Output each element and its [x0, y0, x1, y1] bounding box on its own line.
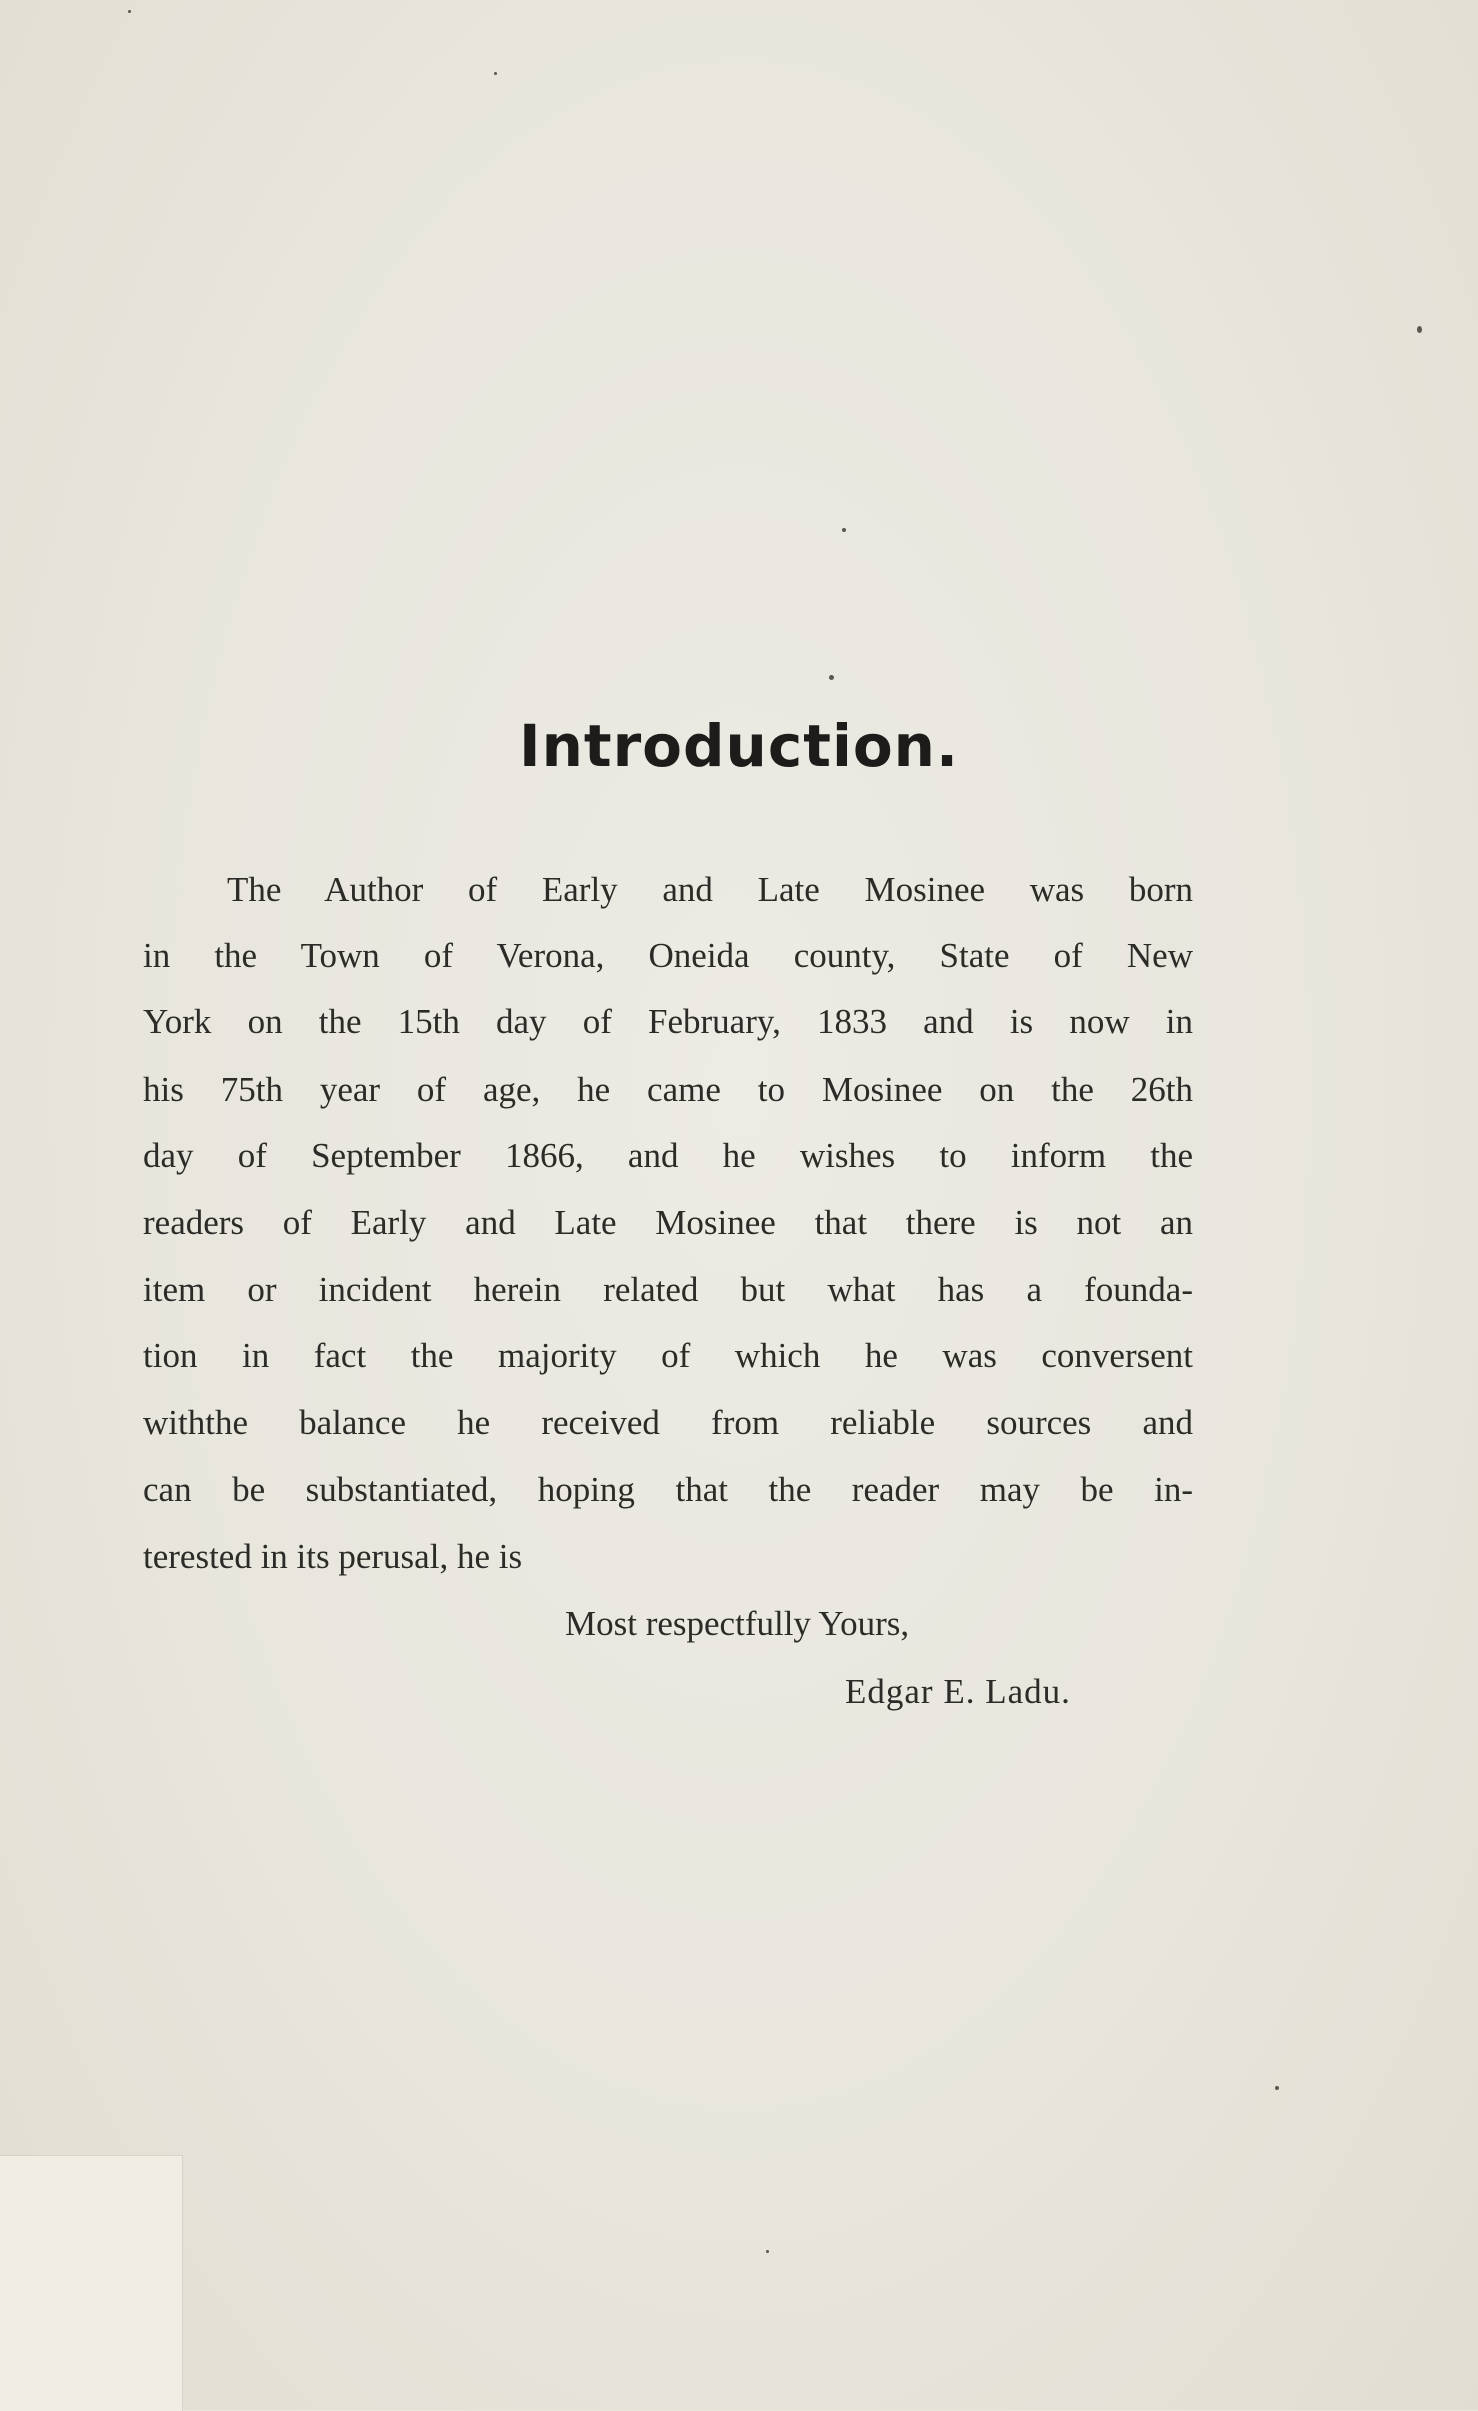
- paper-speck: [766, 2250, 769, 2253]
- body-line: day of September 1866, and he wishes to inform the: [143, 1136, 1193, 1175]
- paper-speck: [494, 72, 497, 75]
- paper-speck: [842, 528, 846, 532]
- body-line: readers of Early and Late Mosinee that there is not an: [143, 1203, 1193, 1242]
- author-signature: Edgar E. Ladu.: [845, 1672, 1071, 1711]
- page-title: Introduction.: [518, 712, 959, 780]
- body-line: York on the 15th day of February, 1833 and is now in: [143, 1002, 1193, 1041]
- closing-salutation: Most respectfully Yours,: [565, 1604, 910, 1643]
- body-line: in the Town of Verona, Oneida county, State of New: [143, 936, 1193, 975]
- body-line: The Author of Early and Late Mosinee was born: [227, 870, 1193, 909]
- body-line: tion in fact the majority of which he was conversent: [143, 1336, 1193, 1375]
- library-label-patch: [0, 2155, 183, 2411]
- paper-speck: [128, 10, 131, 13]
- body-line: can be substantiated, hoping that the reader may be in-: [143, 1470, 1193, 1509]
- body-line: his 75th year of age, he came to Mosinee on the 26th: [143, 1070, 1193, 1109]
- paper-speck: [829, 675, 834, 680]
- paper-speck: [1417, 326, 1422, 333]
- body-line: terested in its perusal, he is: [143, 1537, 523, 1576]
- paper-speck: [1275, 2086, 1279, 2090]
- body-line: item or incident herein related but what has a founda-: [143, 1270, 1193, 1309]
- body-line: withthe balance he received from reliable sources and: [143, 1403, 1193, 1442]
